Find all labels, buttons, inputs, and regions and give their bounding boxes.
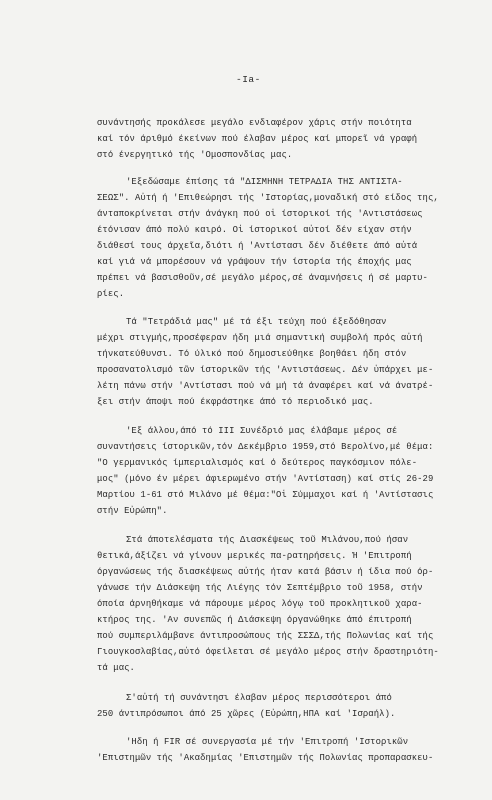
text-line: 'Εξ άλλου,άπό τό III Συνέδριό μας έλάβαμε μέρος σέ <box>126 426 398 436</box>
text-line: ρίες. <box>97 289 125 299</box>
text-line: προσανατολισμό τῶν ίστορικῶν τής 'Αντιστάσεως. Δέν ὑπάρχει με- <box>97 365 434 375</box>
text-line: στό ένεργητικό τής 'Ομοσπονδίας μας. <box>97 150 293 160</box>
text-line: τήνκατεύθυνσι. Τό ύλικό πού δημοσιεύθηκε βοηθάει ήδη στόν <box>97 349 407 359</box>
text-line: Μαρτίου 1-61 στό Μιλάνο μέ θέμα:"Οἱ Σύμμαχοι καί ή 'Αντίστασις <box>97 490 434 500</box>
text-line: Γιουγκοσλαβίας,αὐτό όφείλεται σέ μεγάλο μέρος στήν δραστηριότη- <box>97 647 439 657</box>
page-number: -Ia- <box>236 74 261 85</box>
text-line: 'Εξεδώσαμε έπίσης τά "ΔΙΣΜΗΝΗ ΤΕΤΡΑΔΙΑ ΤΗΣ ΑΝΤΙΣΤΑ- <box>126 177 403 187</box>
text-line: κτήρος της. 'Αν συνεπῶς ή Διάσκεψη όργανώθηκε άπό έπιτροπή <box>97 615 412 625</box>
text-line: μος" (μόνο έν μέρει άφιερωμένο στήν 'Αντίσταση) καί στίς 26-29 <box>97 474 434 484</box>
text-line: καί γιά νά μπορέσουν νά γράψουν τήν ίστορία τής έποχής μας <box>97 257 412 267</box>
text-line: πρέπει νά βασισθοῦν,σέ μεγάλο μέρος,σέ άναμνήσεις ή σέ μαρτυ- <box>97 273 428 283</box>
text-line: "Ο γερμανικός ίμπεριαλισμός καί ό δεύτερος παγκόσμιον πόλε- <box>97 458 418 468</box>
text-line: διάθεσί τους άρχεῖα,διότι ή 'Αντίστασι δέν διέθετε άπό αὐτά <box>97 241 418 251</box>
text-line: συναντήσεις ίστορικῶν,τόν Δεκέμβριο 1959,στό Βερολίνο,μέ θέμα: <box>97 442 434 452</box>
text-line: 'Επιστημῶν τής 'Ακαδημίας 'Επιστημῶν τής Πολωνίας προπαρασκευ- <box>97 753 434 763</box>
text-line: στήν Εὐρώπη". <box>97 506 168 516</box>
text-line: πού συμπεριλάμβανε άντιπροσώπους τής ΣΣΣΔ,τής Πολωνίας καί τής <box>97 631 434 641</box>
text-line: έτόνισαν άπό πολύ καιρό. Οἱ ίστορικοί αὐτοί δέν είχαν στήν <box>97 225 412 235</box>
text-line: Στά άποτελέσματα τής Διασκέψεως τοῦ Μιλάνου,πού ήσαν <box>126 535 409 545</box>
text-line: όποία άρνηθήκαμε νά πάρουμε μέρος λόγῳ τοῦ προκλητικοῦ χαρα- <box>97 599 423 609</box>
text-line: Σ'αὐτή τή συνάντησι έλαβαν μέρος περισσότεροι άπό <box>126 693 392 703</box>
text-line: τά μας. <box>97 663 135 673</box>
text-line: καί τόν άριθμό έκείνων πού έλαβαν μέρος καί μπορεῖ νά γραφή <box>97 134 418 144</box>
text-line: λέτη πάνω στήν 'Αντίστασι πού νά μή τά άναφέρει καί νά άνατρέ- <box>97 381 434 391</box>
text-line: μέχρι στιγμής,προσέφεραν ήδη μιά σημαντική συμβολή πρός αὐτή <box>97 333 423 343</box>
text-line: άνταποκρίνεται στήν άνάγκη πού οἱ ίστορικοί τής 'Αντιστάσεως <box>97 209 423 219</box>
text-line: ΣΕΩΣ". Αὐτή ή 'Επιθεώρησι τής 'Ιστορίας,μοναδική στό είδος της, <box>97 193 439 203</box>
text-line: 250 άντιπρόσωποι άπό 25 χῶρες (Εὐρώπη,ΗΠΑ καί 'Ισραήλ). <box>97 709 396 719</box>
text-line: Τά "Τετράδιά μας" μέ τά έξι τεύχη πού έξεδόθησαν <box>126 317 387 327</box>
text-line: 'Ηδη ή FIR σέ συνεργασία μέ τήν 'Επιτροπή 'Ιστορικῶν <box>126 737 409 747</box>
text-line: γάνωσε τήν Διάσκεψη τής Λιέγης τόν Σεπτέμβριο τοῦ 1958, στήν <box>97 583 423 593</box>
text-line: όργανώσεως τής διασκέψεως αὐτής ήταν κατά βάσιν ή ίδια πού όρ- <box>97 567 434 577</box>
text-line: ξει στήν άποψι πού έκφράστηκε άπό τό περιοδικό μας. <box>97 397 374 407</box>
text-line: θετικά,άξίζει νά γίνουν μερικές πα-ρατηρήσεις. Ή 'Επιτροπή <box>97 551 412 561</box>
text-line: συνάντησής προκάλεσε μεγάλο ενδιαφέρον χάρις στήν ποιότητα <box>97 118 412 128</box>
